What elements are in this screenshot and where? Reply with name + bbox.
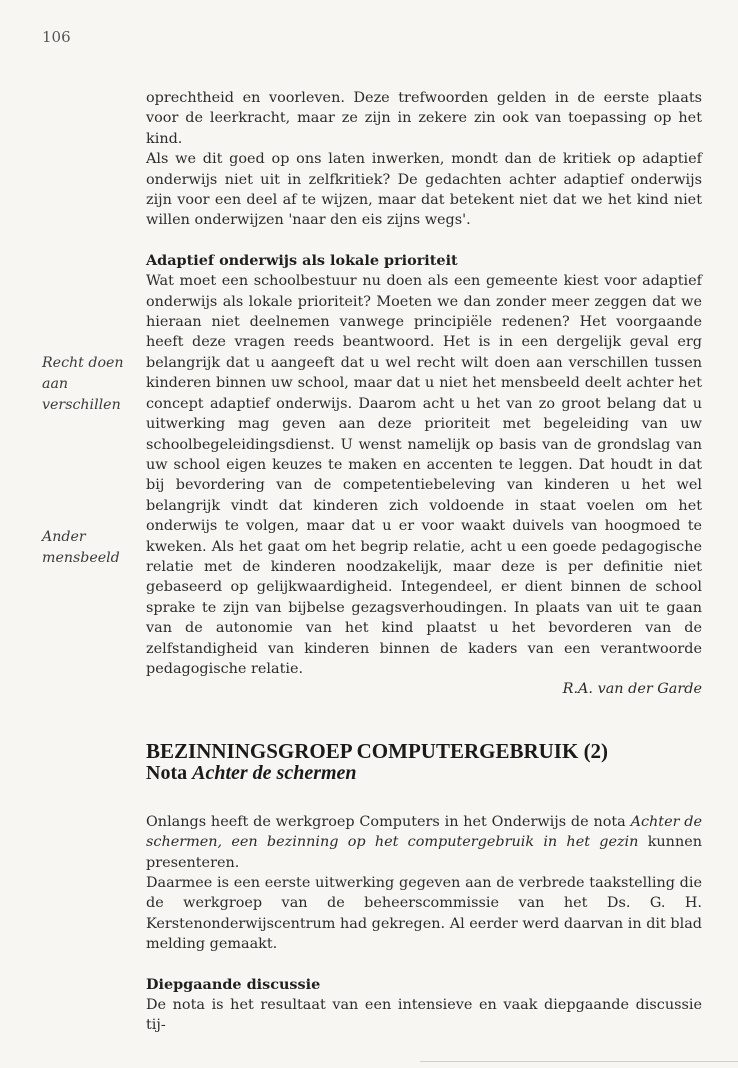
p1-end: kunnen presenteren. bbox=[146, 834, 702, 871]
paragraph-computers-2: Daarmee is een eerste uitwerking gegeven aan de verbrede taakstelling die de werkgroep van de beheerscommissie van het Ds. G. H. Kerstenonderwijscentrum had gekregen. Al eerder werd daarvan in dit blad melding gemaakt. bbox=[146, 875, 702, 953]
author-signature: R.A. van der Garde bbox=[562, 681, 702, 698]
subtitle-prefix: Nota bbox=[146, 761, 188, 784]
paragraph-diepgaande-body: De nota is het resultaat van een intensieve en vaak diepgaande discussie tij- bbox=[146, 997, 702, 1034]
paragraph-adaptief-body: Wat moet een schoolbestuur nu doen als een gemeente kiest voor adaptief onderwijs als lokale prioriteit? Moeten we dan zonder meer zeggen dat we hieraan niet deelnemen vanwege principiële redenen? Het voorgaande heeft deze vragen reeds beantwoord. Het is in een dergelijk geval erg belangrijk dat u aangeeft dat u wel recht wilt doen aan verschillen tussen kinderen binnen uw school, maar dat u niet het mensbeeld deelt achter het concept adaptief onderwijs. Daarom acht u het van zo groot belang dat u uitwerking mag geven aan deze prioriteit met begeleiding van uw schoolbegeleidingsdienst. U wenst namelijk op basis van de grondslag van uw school eigen keuzes te maken en accenten te leggen. Dat houdt in dat bij bevordering van de competentiebeleving van kinderen u het wel belangrijk vindt dat kinderen zich voldoende in staat voelen om het onderwijs te volgen, maar dat u er voor waakt duivels van hoogmoed te kweken. Als het gaat om het begrip relatie, acht u een goede pedagogische relatie met de kinderen noodzakelijk, maar deze is per definitie niet gebaseerd op gelijkwaardigheid. Integendeel, er dient binnen de school sprake te zijn van bijbelse gezagsverhoudingen. In plaats van uit te gaan van de autonomie van het kind plaatst u het bevorderen van de zelfstandigheid van kinderen binnen de kaders van een verantwoorde pedagogische relatie. bbox=[146, 273, 702, 677]
margin-note-ander-mensbeeld: Ander mensbeeld bbox=[42, 529, 120, 566]
margin-note-recht-doen: Recht doen aan verschillen bbox=[42, 355, 124, 413]
section-heading-adaptief: Adaptief onderwijs als lokale prioriteit bbox=[146, 251, 458, 269]
article-subtitle bbox=[146, 762, 702, 784]
p1-start: Onlangs heeft de werkgroep Computers in het Onderwijs de nota bbox=[146, 813, 626, 830]
article-title-block bbox=[146, 740, 702, 784]
section-heading-diepgaande: Diepgaande discussie bbox=[146, 975, 321, 993]
paragraph-computers-1 bbox=[146, 812, 702, 873]
subtitle-italic: Achter de schermen bbox=[192, 761, 357, 784]
page-number: 106 bbox=[42, 28, 71, 46]
paragraph-intro-1: oprechtheid en voorleven. Deze trefwoorden gelden in de eerste plaats voor de leerkracht, maar ze zijn in zekere zin ook van toepassing op het kind. bbox=[146, 90, 702, 147]
main-column bbox=[146, 88, 702, 1036]
article-title: BEZINNINGSGROEP COMPUTERGEBRUIK (2) bbox=[146, 738, 609, 763]
p1-italic-title: Achter de schermen, een bezinning op het computergebruik in het gezin bbox=[146, 813, 703, 851]
paragraph-intro-2: Als we dit goed op ons laten inwerken, mondt dan de kritiek op adaptief onderwijs niet uit in zelfkritiek? De gedachten achter adaptief onderwijs zijn voor een deel af te wijzen, maar dat betekent niet dat we het kind niet willen onderwijzen 'naar den eis zijns wegs'. bbox=[146, 151, 702, 229]
bottom-rule bbox=[420, 1061, 738, 1062]
